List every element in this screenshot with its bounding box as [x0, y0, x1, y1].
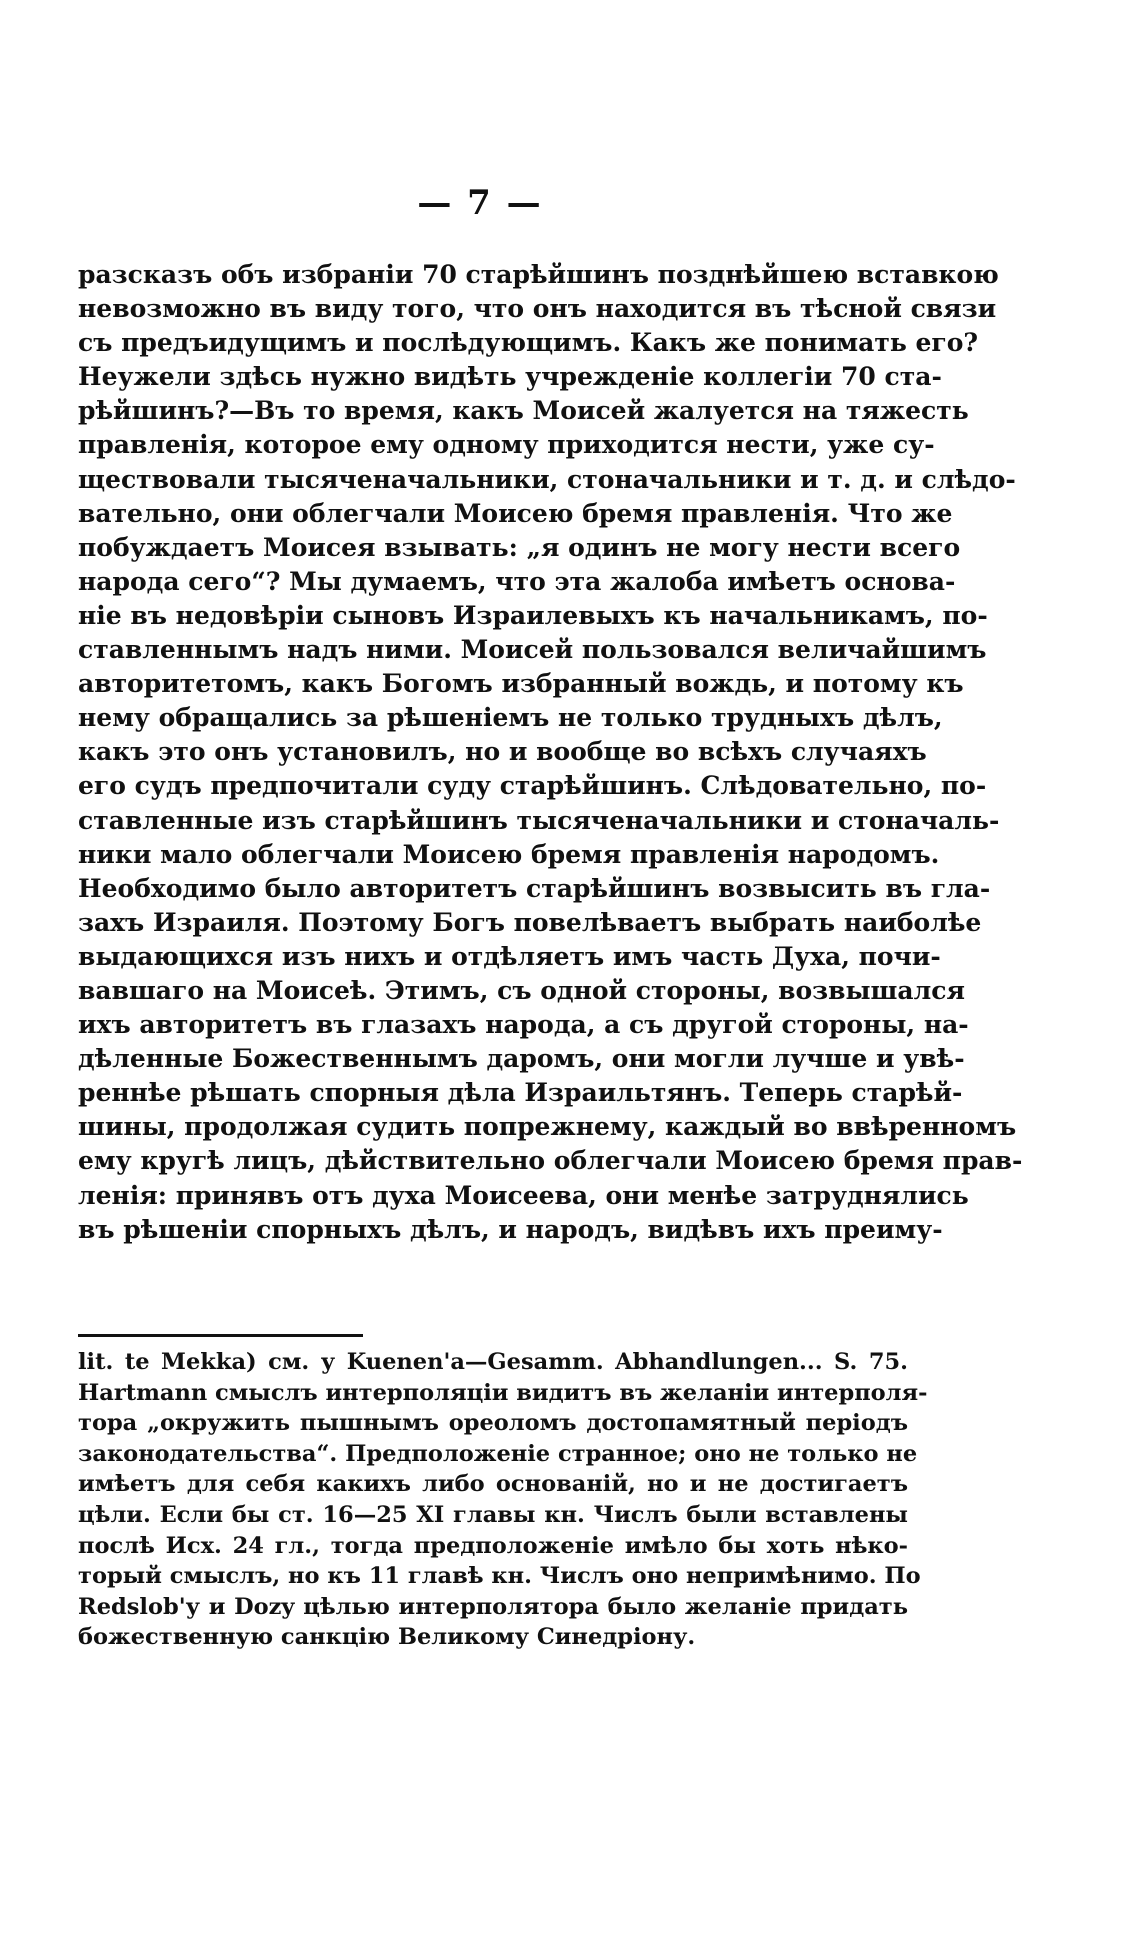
text-line: его судъ предпочитали суду старѣйшинъ. Слѣдовательно, по-	[78, 771, 987, 801]
text-line: Неужели здѣсь нужно видѣть учрежденіе коллегіи 70 ста-	[78, 362, 942, 392]
text-line: шины, продолжая судить попрежнему, каждый во ввѣренномъ	[78, 1112, 1017, 1142]
footnote-line: тора „окружить пышнымъ ореоломъ достопамятный періодъ	[78, 1410, 908, 1437]
footnotes-block	[78, 1347, 928, 1653]
text-line: рѣйшинъ?—Въ то время, какъ Моисей жалуется на тяжесть	[78, 396, 969, 426]
footnote-line: торый смыслъ, но къ 11 главѣ кн. Числъ оно непримѣнимо. По	[78, 1563, 921, 1590]
text-line: въ рѣшеніи спорныхъ дѣлъ, и народъ, видѣвъ ихъ преиму-	[78, 1214, 943, 1244]
footnote-line: Redslob'у и Dozy цѣлью интерполятора было желаніе придать	[78, 1593, 908, 1620]
text-line: ленія: принявъ отъ духа Моисеева, они менѣе затруднялись	[78, 1180, 969, 1210]
text-line: вавшаго на Моисеѣ. Этимъ, съ одной стороны, возвышался	[78, 975, 965, 1005]
text-line: ники мало облегчали Моисею бремя правленія народомъ.	[78, 839, 940, 869]
text-line: побуждаетъ Моисея взывать: „я одинъ не могу нести всего	[78, 532, 961, 562]
text-line: ихъ авторитетъ въ глазахъ народа, а съ другой стороны, на-	[78, 1010, 969, 1040]
text-line: выдающихся изъ нихъ и отдѣляетъ имъ часть Духа, почи-	[78, 941, 941, 971]
text-line: вательно, они облегчали Моисею бремя правленія. Что же	[78, 498, 953, 528]
footnote-line: lit. te Mekka) см. у Kuenen'a—Gesamm. Abhandlungen... S. 75.	[78, 1349, 908, 1375]
text-line: дѣленные Божественнымъ даромъ, они могли лучше и увѣ-	[78, 1044, 965, 1074]
text-line: Необходимо было авторитетъ старѣйшинъ возвысить въ гла-	[78, 873, 991, 903]
footnote-line: законодательства“. Предположеніе странное; оно не только не	[78, 1440, 918, 1467]
text-line: ніе въ недовѣріи сыновъ Израилевыхъ къ начальникамъ, по-	[78, 600, 988, 630]
text-line: народа сего“? Мы думаемъ, что эта жалоба имѣетъ основа-	[78, 566, 956, 596]
footnote-line: цѣли. Если бы ст. 16—25 XI главы кн. Числъ были вставлены	[78, 1501, 908, 1528]
text-line: правленія, которое ему одному приходится нести, уже су-	[78, 430, 935, 460]
text-line: ему кругѣ лицъ, дѣйствительно облегчали Моисею бремя прав-	[78, 1146, 1023, 1176]
footnote-line: Hartmann смыслъ интерполяціи видитъ въ желаніи интерполя-	[78, 1379, 928, 1406]
text-line: захъ Израиля. Поэтому Богъ повелѣваетъ выбрать наиболѣе	[78, 907, 982, 937]
main-text-block	[78, 258, 1023, 1247]
footnote-line: имѣетъ для себя какихъ либо основаній, но и не достигаетъ	[78, 1471, 908, 1498]
text-line: ществовали тысяченачальники, стоначальники и т. д. и слѣдо-	[78, 464, 1016, 494]
text-line: реннѣе рѣшать спорныя дѣла Израильтянъ. Теперь старѣй-	[78, 1078, 963, 1108]
text-line: ставленнымъ надъ ними. Моисей пользовался величайшимъ	[78, 635, 987, 665]
text-line: разсказъ объ избраніи 70 старѣйшинъ позднѣйшею вставкою	[78, 260, 999, 289]
footnote-line: послѣ Исх. 24 гл., тогда предположеніе имѣло бы хоть нѣко-	[78, 1532, 908, 1559]
footnote-line: божественную санкцію Великому Синедріону.	[78, 1624, 696, 1651]
text-line: какъ это онъ установилъ, но и вообще во всѣхъ случаяхъ	[78, 737, 927, 767]
text-line: съ предъидущимъ и послѣдующимъ. Какъ же понимать его?	[78, 328, 979, 358]
page-number: — 7 —	[417, 183, 543, 223]
text-line: невозможно въ виду того, что онъ находится въ тѣсной связи	[78, 294, 997, 324]
text-line: авторитетомъ, какъ Богомъ избранный вождь, и потому къ	[78, 669, 964, 699]
text-line: нему обращались за рѣшеніемъ не только трудныхъ дѣлъ,	[78, 703, 943, 733]
footnote-separator-rule	[78, 1334, 363, 1337]
text-line: ставленные изъ старѣйшинъ тысяченачальники и стоначаль-	[78, 805, 1000, 835]
